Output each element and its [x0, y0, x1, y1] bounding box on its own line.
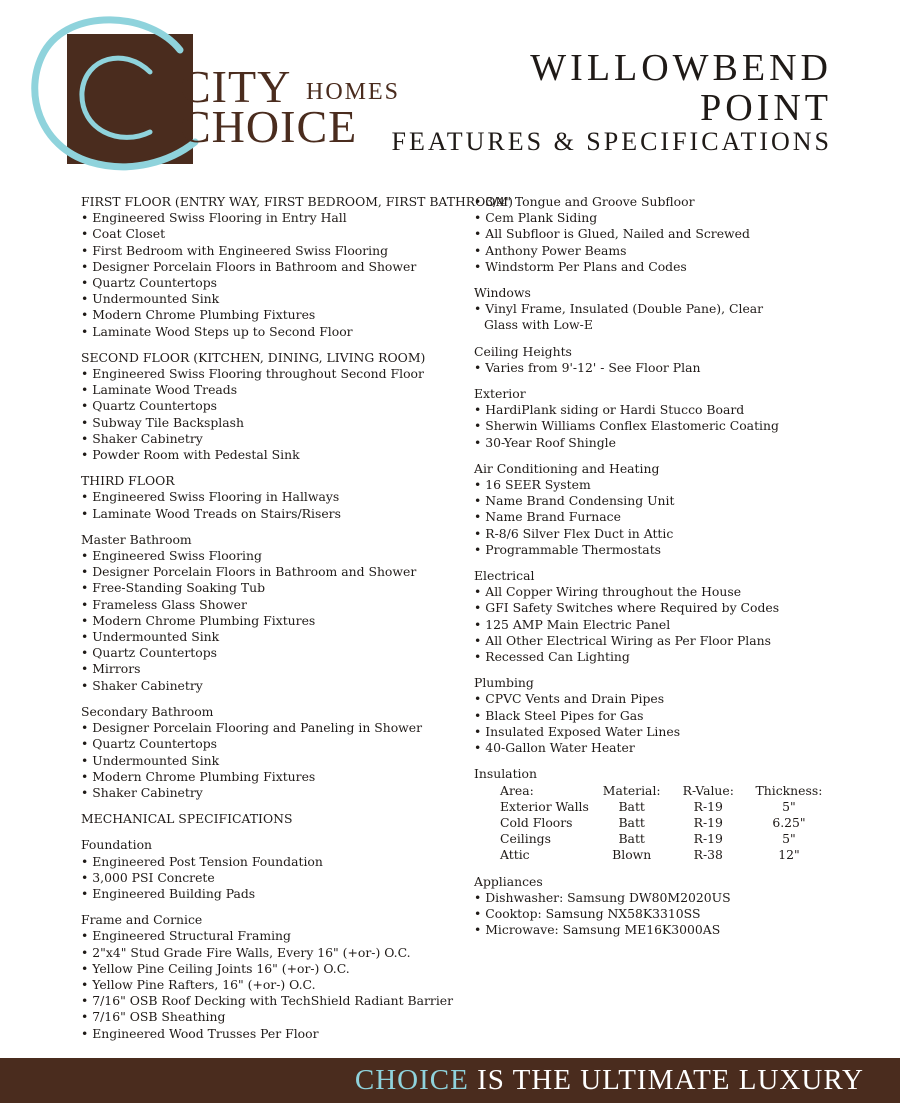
- column-header: Thickness:: [755, 782, 823, 798]
- list-item: • Sherwin Williams Conflex Elastomeric Coating: [474, 418, 834, 434]
- section-electrical: [474, 568, 834, 665]
- list-item: • Quartz Countertops: [81, 736, 466, 752]
- section-third-floor: [81, 473, 466, 522]
- list-item: • Engineered Wood Trusses Per Floor: [81, 1026, 466, 1042]
- list-item: • Modern Chrome Plumbing Fixtures: [81, 307, 466, 323]
- section-second-floor: [81, 350, 466, 463]
- list-item: • Engineered Swiss Flooring in Hallways: [81, 489, 466, 505]
- table-cell: Exterior Walls: [500, 798, 589, 814]
- list-item: • Vinyl Frame, Insulated (Double Pane), Clear Glass with Low-E: [474, 301, 784, 333]
- list-item: • Designer Porcelain Flooring and Paneling in Shower: [81, 720, 466, 736]
- list-item: • Quartz Countertops: [81, 645, 466, 661]
- list-item: • Shaker Cabinetry: [81, 678, 466, 694]
- list-item: • Laminate Wood Treads: [81, 382, 466, 398]
- list-item: • 30-Year Roof Shingle: [474, 435, 834, 451]
- list-item: • Shaker Cabinetry: [81, 785, 466, 801]
- list-item: • Recessed Can Lighting: [474, 649, 834, 665]
- table-cell: R-19: [693, 831, 723, 847]
- section-heading: Air Conditioning and Heating: [474, 460, 660, 476]
- section-heading: Insulation: [474, 766, 537, 782]
- list-item: • CPVC Vents and Drain Pipes: [474, 691, 834, 707]
- footer-rest: IS THE ULTIMATE LUXURY: [468, 1064, 864, 1096]
- list-item: • Shaker Cabinetry: [81, 431, 466, 447]
- list-item: • Undermounted Sink: [81, 753, 466, 769]
- list-item: • First Bedroom with Engineered Swiss Flooring: [81, 243, 466, 259]
- section-heading: Windows: [474, 285, 531, 301]
- list-item: • Cem Plank Siding: [474, 210, 834, 226]
- footer-tagline: [355, 1064, 864, 1097]
- table-cell: 5": [782, 798, 796, 814]
- section-windows: [474, 285, 834, 334]
- list-item: • Engineered Structural Framing: [81, 928, 466, 944]
- list-item: • Cooktop: Samsung NX58K3310SS: [474, 906, 834, 922]
- list-item: • Name Brand Condensing Unit: [474, 493, 834, 509]
- section-heading: SECOND FLOOR (KITCHEN, DINING, LIVING ROOM): [81, 349, 426, 365]
- list-item: • Yellow Pine Ceiling Joints 16" (+or-) O.C.: [81, 961, 466, 977]
- list-item: • Undermounted Sink: [81, 629, 466, 645]
- list-item: • Insulated Exposed Water Lines: [474, 724, 834, 740]
- logo-city-text: CITY: [180, 61, 292, 112]
- table-cell: Attic: [500, 847, 530, 863]
- list-item: • Frameless Glass Shower: [81, 597, 466, 613]
- list-item: • Engineered Swiss Flooring throughout Second Floor: [81, 366, 466, 382]
- table-cell: R-19: [693, 814, 723, 830]
- list-item: • Anthony Power Beams: [474, 243, 834, 259]
- list-item: • Mirrors: [81, 661, 466, 677]
- list-item: • Black Steel Pipes for Gas: [474, 708, 834, 724]
- section-heading: THIRD FLOOR: [81, 473, 175, 489]
- table-cell: 12": [778, 847, 800, 863]
- list-item: • Laminate Wood Treads on Stairs/Risers: [81, 506, 466, 522]
- list-item: • HardiPlank siding or Hardi Stucco Board: [474, 402, 834, 418]
- footer-banner: [0, 1058, 900, 1107]
- list-item: • Quartz Countertops: [81, 275, 466, 291]
- city-choice-homes-logo: [30, 12, 400, 162]
- list-item: • Dishwasher: Samsung DW80M2020US: [474, 890, 834, 906]
- section-ceiling-heights: [474, 344, 834, 376]
- table-cell: Batt: [618, 798, 645, 814]
- list-item: • Modern Chrome Plumbing Fixtures: [81, 769, 466, 785]
- list-item: • 16 SEER System: [474, 477, 834, 493]
- list-item: • Programmable Thermostats: [474, 542, 834, 558]
- section-appliances: [474, 874, 834, 939]
- section-heading: MECHANICAL SPECIFICATIONS: [81, 811, 293, 827]
- footer-accent-word: CHOICE: [354, 1064, 469, 1096]
- list-item: • Powder Room with Pedestal Sink: [81, 447, 466, 463]
- list-item: • Windstorm Per Plans and Codes: [474, 259, 834, 275]
- section-heading: Master Bathroom: [81, 531, 192, 547]
- section-insulation: [474, 766, 834, 863]
- table-cell: 5": [782, 831, 796, 847]
- section-heading: Exterior: [474, 386, 526, 402]
- list-item: • Designer Porcelain Floors in Bathroom and Shower: [81, 259, 466, 275]
- section-air-conditioning: [474, 461, 834, 558]
- table-row: [500, 831, 834, 847]
- table-cell: R-38: [693, 847, 723, 863]
- section-heading: Plumbing: [474, 675, 534, 691]
- list-item: • 3,000 PSI Concrete: [81, 870, 466, 886]
- list-item: • Coat Closet: [81, 226, 466, 242]
- column-header: Area:: [500, 782, 534, 798]
- section-heading: Appliances: [474, 873, 543, 889]
- section-master-bathroom: [81, 532, 466, 694]
- list-item: • GFI Safety Switches where Required by Codes: [474, 600, 834, 616]
- list-item: • 7/16" OSB Roof Decking with TechShield Radiant Barrier: [81, 993, 466, 1009]
- list-item: • Modern Chrome Plumbing Fixtures: [81, 613, 466, 629]
- table-cell: Ceilings: [500, 831, 551, 847]
- section-heading: Ceiling Heights: [474, 343, 572, 359]
- section-secondary-bathroom: [81, 704, 466, 801]
- list-item: • All Other Electrical Wiring as Per Floor Plans: [474, 633, 834, 649]
- section-exterior: [474, 386, 834, 451]
- section-heading: Frame and Cornice: [81, 912, 203, 928]
- footer-divider: [0, 1103, 900, 1107]
- section-frame-cornice: [81, 912, 466, 1042]
- list-item: • Engineered Building Pads: [81, 886, 466, 902]
- list-item: • All Subfloor is Glued, Nailed and Screwed: [474, 226, 834, 242]
- list-item: • Yellow Pine Rafters, 16" (+or-) O.C.: [81, 977, 466, 993]
- table-row: [500, 815, 834, 831]
- section-frame-continued: [474, 194, 834, 275]
- section-heading: FIRST FLOOR (ENTRY WAY, FIRST BEDROOM, FIRST BATHROOM): [81, 194, 513, 209]
- logo-homes-text: HOMES: [306, 79, 401, 105]
- title-line-2: POINT: [700, 87, 832, 129]
- list-item: • Free-Standing Soaking Tub: [81, 580, 466, 596]
- list-item: • Undermounted Sink: [81, 291, 466, 307]
- table-cell: Batt: [618, 831, 645, 847]
- section-heading: Electrical: [474, 568, 535, 584]
- list-item: • Quartz Countertops: [81, 398, 466, 414]
- list-item: • Subway Tile Backsplash: [81, 415, 466, 431]
- table-row: [500, 799, 834, 815]
- list-item: • Name Brand Furnace: [474, 509, 834, 525]
- table-row: [500, 847, 834, 863]
- list-item: • 7/16" OSB Sheathing: [81, 1009, 466, 1025]
- table-cell: R-19: [693, 798, 723, 814]
- list-item: • 125 AMP Main Electric Panel: [474, 617, 834, 633]
- section-mechanical: [81, 811, 466, 827]
- list-item: • 3/4" Tongue and Groove Subfloor: [474, 194, 834, 210]
- insulation-table: [500, 783, 834, 864]
- list-item: • Varies from 9'-12' - See Floor Plan: [474, 360, 834, 376]
- list-item: • Engineered Swiss Flooring: [81, 548, 466, 564]
- table-cell: Cold Floors: [500, 814, 573, 830]
- table-cell: 6.25": [772, 814, 806, 830]
- list-item: • 40-Gallon Water Heater: [474, 740, 834, 756]
- section-heading: Secondary Bathroom: [81, 703, 214, 719]
- list-item: • Designer Porcelain Floors in Bathroom and Shower: [81, 564, 466, 580]
- logo-choice-text: CHOICE: [180, 101, 358, 152]
- list-item: • Laminate Wood Steps up to Second Floor: [81, 324, 466, 340]
- list-item: • Engineered Swiss Flooring in Entry Hall: [81, 210, 466, 226]
- section-heading: Foundation: [81, 837, 153, 853]
- column-header: R-Value:: [682, 782, 734, 798]
- page-title: [391, 48, 832, 156]
- list-item: • Microwave: Samsung ME16K3000AS: [474, 922, 834, 938]
- list-item: • 2"x4" Stud Grade Fire Walls, Every 16" (+or-) O.C.: [81, 945, 466, 961]
- right-column: [474, 194, 834, 948]
- title-line-1: WILLOWBEND: [530, 47, 832, 89]
- title-line-3: FEATURES & SPECIFICATIONS: [391, 127, 832, 156]
- list-item: • Engineered Post Tension Foundation: [81, 854, 466, 870]
- table-cell: Blown: [612, 847, 652, 863]
- section-plumbing: [474, 675, 834, 756]
- list-item: • All Copper Wiring throughout the House: [474, 584, 834, 600]
- table-header-row: [500, 783, 834, 799]
- table-cell: Batt: [618, 814, 645, 830]
- column-header: Material:: [602, 782, 661, 798]
- list-item: • R-8/6 Silver Flex Duct in Attic: [474, 526, 834, 542]
- section-foundation: [81, 837, 466, 902]
